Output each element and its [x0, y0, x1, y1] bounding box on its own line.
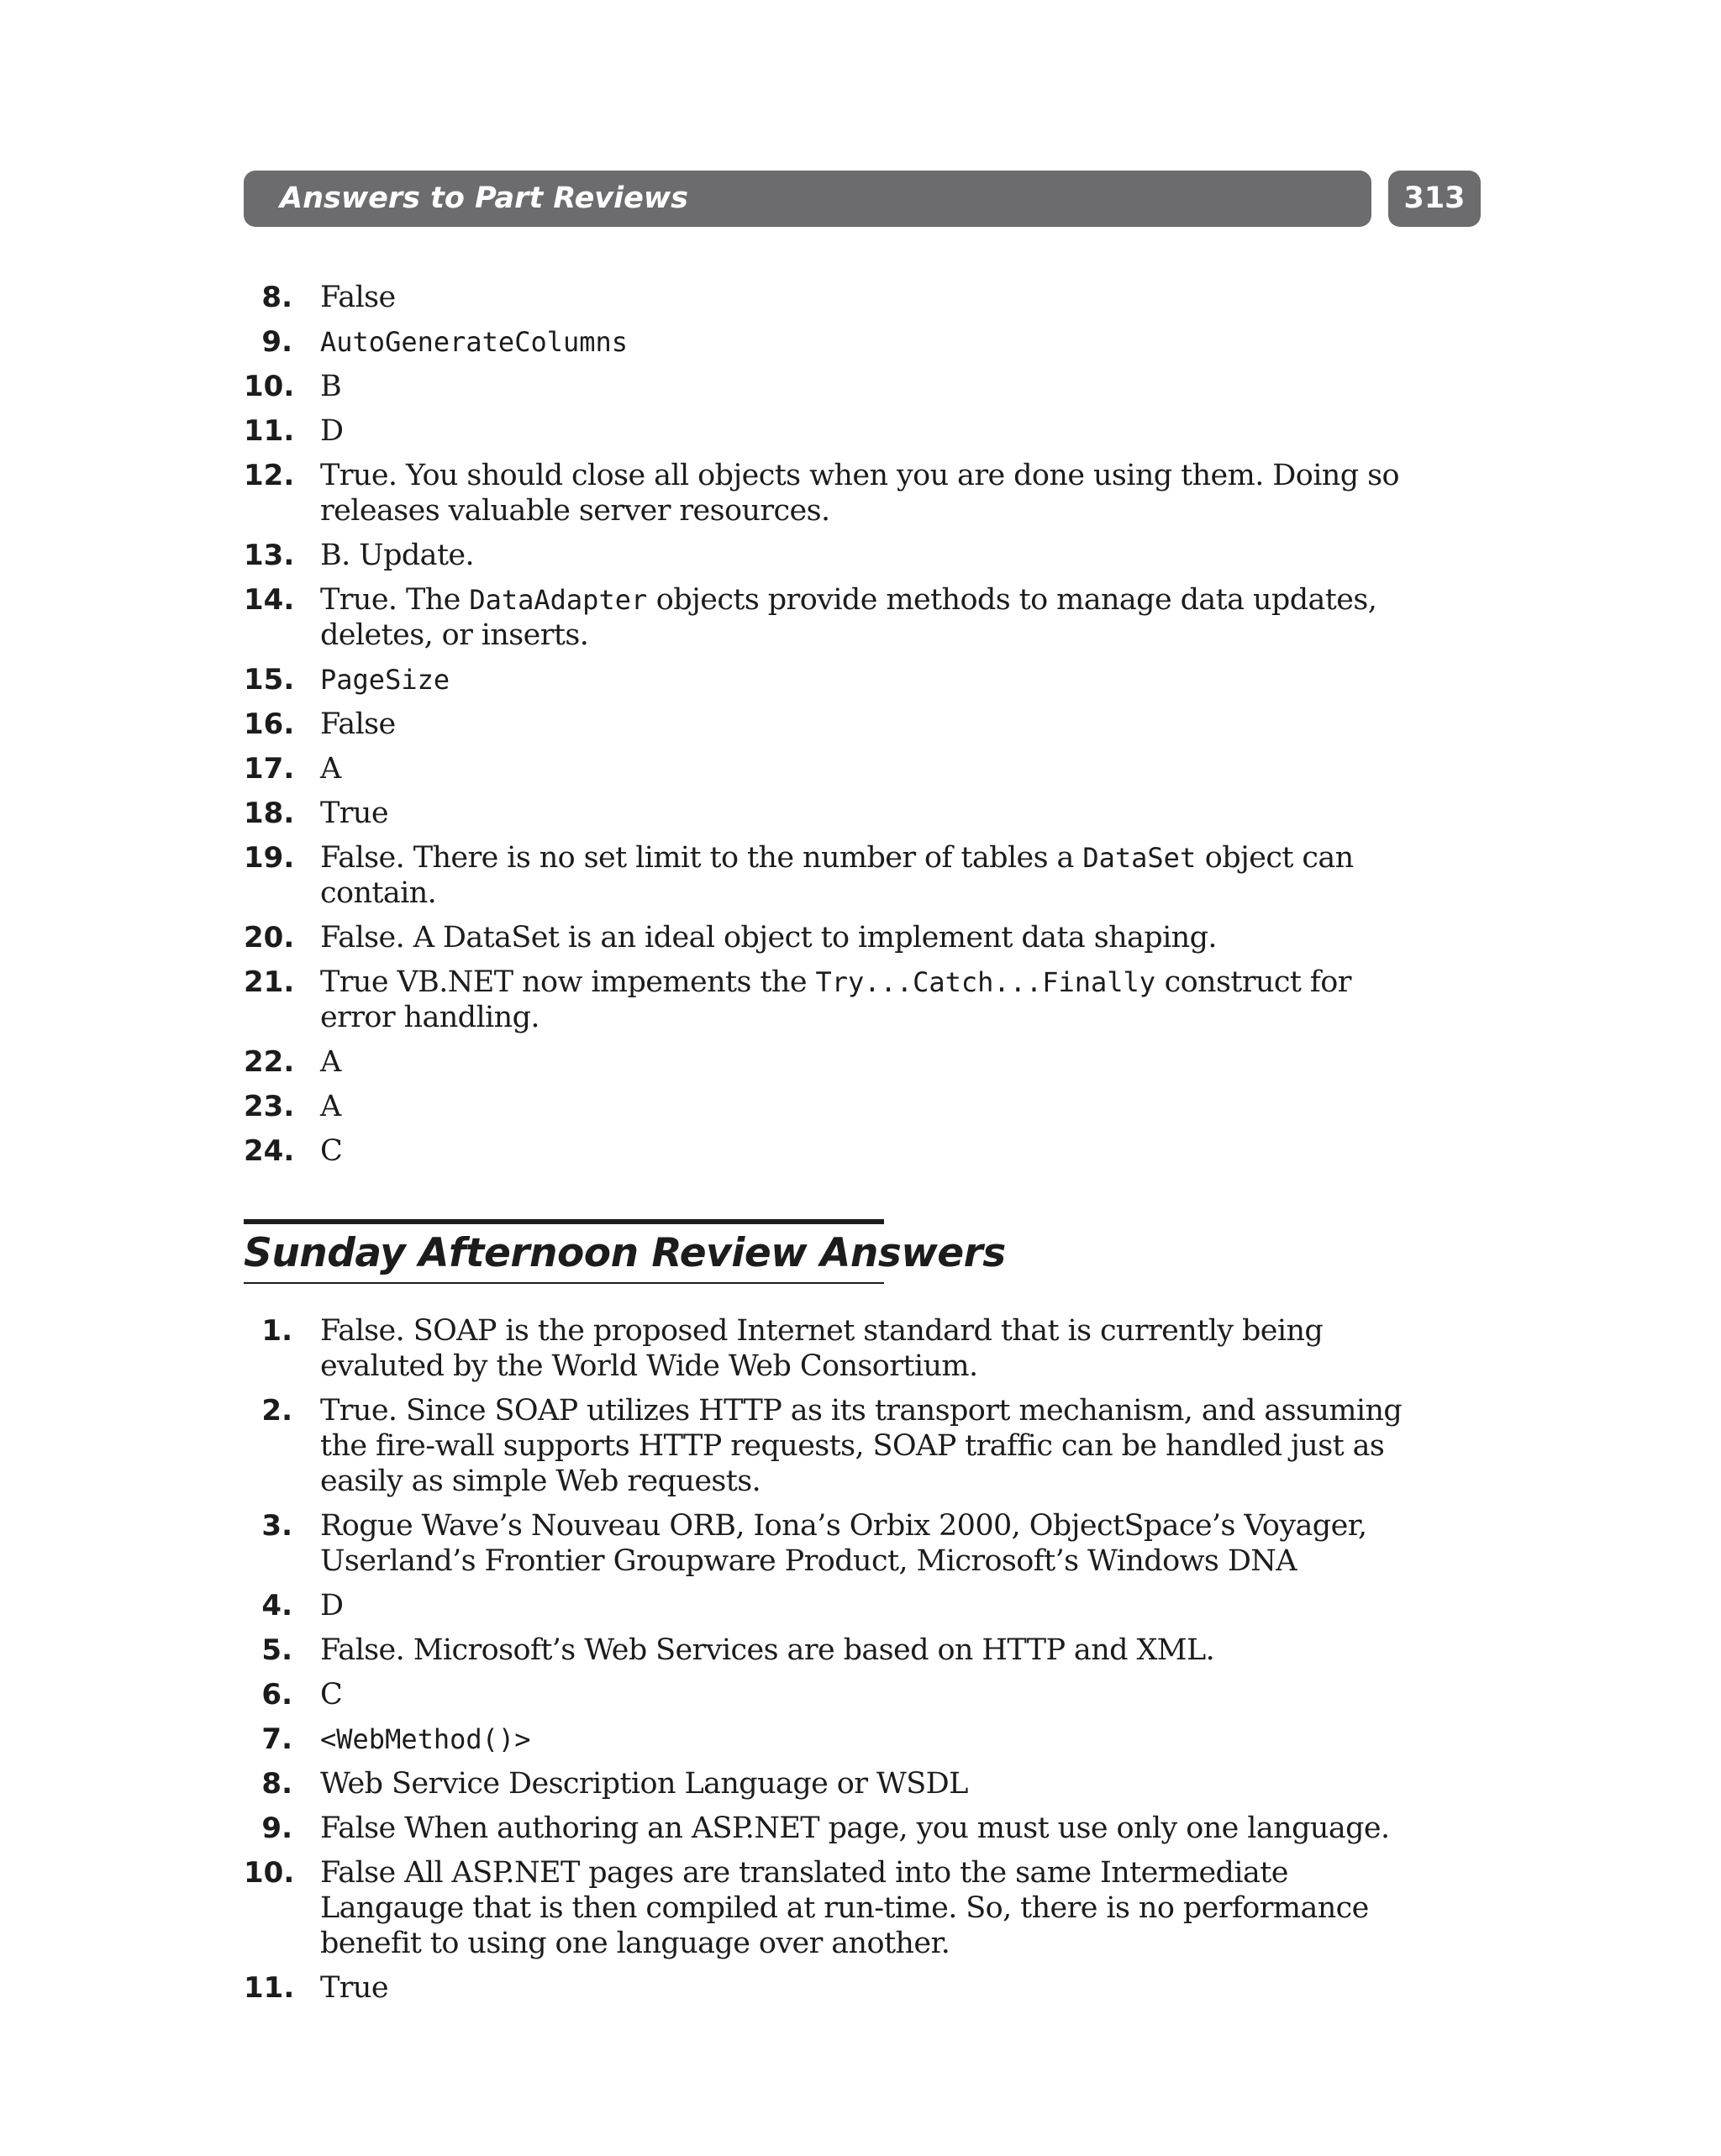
- answer-text-run: True: [320, 797, 388, 830]
- code-term: Try...Catch...Finally: [815, 966, 1156, 998]
- answer-text: [320, 1044, 1429, 1080]
- page-number-box: [1388, 171, 1481, 227]
- answer-text-run: A: [320, 752, 341, 786]
- answer-number: 7.: [261, 1722, 292, 1756]
- code-term: <WebMethod()>: [320, 1723, 531, 1755]
- answer-text-run: False: [320, 707, 396, 741]
- answer-item: [244, 707, 1437, 742]
- answer-number: 4.: [261, 1589, 292, 1622]
- answer-text-run: True: [320, 1971, 388, 2005]
- answer-text: [320, 965, 1429, 1035]
- answer-text-run: True. Since SOAP utilizes HTTP as its transport mechanism, and assuming the fire-wall supports HTTP requests, SOAP traffic can be handled just as easily as simple Web requests.: [320, 1394, 1403, 1498]
- answer-text-run: True. You should close all objects when you are done using them. Doing so releases valuable server resources.: [320, 459, 1399, 528]
- code-term: AutoGenerateColumns: [320, 326, 629, 358]
- answer-number: 20.: [244, 921, 295, 954]
- answer-item: [244, 965, 1437, 1035]
- answer-text: [320, 1722, 1429, 1757]
- answer-item: [244, 1970, 1437, 2006]
- answer-text-run: C: [320, 1678, 343, 1712]
- answer-item: [244, 796, 1437, 831]
- answer-item: [244, 1677, 1437, 1712]
- answer-text-run: False All ASP.NET pages are translated into the same Intermediate Langauge that is then compiled at run-time. So, there is no performance benefit to using one language over another.: [320, 1856, 1369, 1960]
- answer-text-run: False. There is no set limit to the number of tables a: [320, 841, 1083, 875]
- header-title: Answers to Part Reviews: [280, 181, 689, 215]
- section-rule-bottom: [244, 1282, 884, 1284]
- answer-text: [320, 1677, 1429, 1712]
- answer-number: 6.: [261, 1678, 292, 1712]
- answer-text: [320, 1588, 1429, 1623]
- answer-text-run: False. Microsoft’s Web Services are based on HTTP and XML.: [320, 1633, 1215, 1667]
- answer-number: 11.: [244, 414, 295, 448]
- answer-number: 14.: [244, 583, 295, 617]
- answer-text-run: B. Update.: [320, 539, 475, 572]
- answer-text-run: False When authoring an ASP.NET page, you must use only one language.: [320, 1812, 1390, 1845]
- answer-text: [320, 582, 1429, 653]
- answer-text-run: False. SOAP is the proposed Internet standard that is currently being evaluted by the World Wide Web Consortium.: [320, 1314, 1324, 1383]
- answer-item: [244, 280, 1437, 315]
- answer-number: 9.: [261, 1812, 292, 1845]
- answer-text: [320, 1313, 1429, 1384]
- answer-number: 22.: [244, 1045, 295, 1079]
- answer-text: [320, 1970, 1429, 2006]
- answer-list-sunday-afternoon: [244, 1313, 1437, 2015]
- answer-text: [320, 1811, 1429, 1846]
- answer-text-run: True. The: [320, 583, 470, 617]
- page-number: 313: [1403, 181, 1466, 215]
- answer-text: [320, 920, 1429, 955]
- answer-text: [320, 1133, 1429, 1169]
- answer-text: [320, 538, 1429, 573]
- answer-item: [244, 751, 1437, 786]
- answer-text: [320, 840, 1429, 911]
- answer-text: [320, 662, 1429, 697]
- answer-text: [320, 1855, 1429, 1961]
- answer-text: [320, 1633, 1429, 1668]
- answer-text-run: D: [320, 414, 344, 448]
- answer-item: [244, 1133, 1437, 1169]
- answer-number: 8.: [261, 1767, 292, 1801]
- answer-number: 23.: [244, 1090, 295, 1123]
- section-heading: Sunday Afternoon Review Answers: [244, 1230, 1006, 1276]
- answer-item: [244, 1633, 1437, 1668]
- answer-number: 19.: [244, 841, 295, 875]
- answer-number: 2.: [261, 1394, 292, 1428]
- answer-number: 1.: [261, 1314, 292, 1348]
- answer-item: [244, 840, 1437, 911]
- answer-text: [320, 796, 1429, 831]
- code-term: DataSet: [1082, 842, 1197, 874]
- answer-item: [244, 920, 1437, 955]
- answer-text-run: Web Service Description Language or WSDL: [320, 1767, 968, 1801]
- answer-number: 10.: [244, 370, 295, 403]
- answer-item: [244, 582, 1437, 653]
- answer-item: [244, 1588, 1437, 1623]
- answer-number: 13.: [244, 539, 295, 572]
- answer-item: [244, 1855, 1437, 1961]
- answer-text-run: objects provide methods to manage data updates, deletes, or inserts.: [320, 583, 1377, 652]
- answer-number: 15.: [244, 663, 295, 697]
- answer-text-run: A: [320, 1090, 341, 1123]
- answer-item: [244, 413, 1437, 449]
- answer-item: [244, 1393, 1437, 1499]
- answer-text: [320, 1393, 1429, 1499]
- answer-item: [244, 1313, 1437, 1384]
- answer-number: 10.: [244, 1856, 295, 1890]
- answer-text-run: True VB.NET now impements the: [320, 965, 816, 999]
- answer-text-run: D: [320, 1589, 344, 1622]
- answer-item: [244, 458, 1437, 528]
- answer-text: [320, 1766, 1429, 1801]
- answer-number: 17.: [244, 752, 295, 786]
- answer-item: [244, 1811, 1437, 1846]
- answer-list-part-review: [244, 280, 1437, 1178]
- answer-text: [320, 751, 1429, 786]
- answer-item: [244, 1766, 1437, 1801]
- answer-number: 24.: [244, 1134, 295, 1168]
- answer-text-run: object can contain.: [320, 841, 1354, 910]
- answer-item: [244, 1089, 1437, 1124]
- answer-text-run: False. A DataSet is an ideal object to implement data shaping.: [320, 921, 1217, 954]
- answer-text: [320, 707, 1429, 742]
- answer-text: [320, 458, 1429, 528]
- section-rule-top: [244, 1219, 884, 1224]
- answer-item: [244, 538, 1437, 573]
- answer-text: [320, 413, 1429, 449]
- answer-number: 11.: [244, 1971, 295, 2005]
- answer-item: [244, 1722, 1437, 1757]
- answer-text-run: C: [320, 1134, 343, 1168]
- answer-number: 18.: [244, 797, 295, 830]
- answer-text-run: construct for error handling.: [320, 965, 1351, 1034]
- answer-text-run: Rogue Wave’s Nouveau ORB, Iona’s Orbix 2000, ObjectSpace’s Voyager, Userland’s Frontier Groupware Product, Microsoft’s Windows DNA: [320, 1509, 1367, 1578]
- answer-number: 3.: [261, 1509, 292, 1543]
- answer-number: 9.: [261, 325, 292, 359]
- answer-item: [244, 1044, 1437, 1080]
- answer-text-run: False: [320, 281, 396, 314]
- code-term: PageSize: [320, 664, 450, 696]
- answer-item: [244, 369, 1437, 404]
- answer-text: [320, 280, 1429, 315]
- answer-number: 8.: [261, 281, 292, 314]
- answer-item: [244, 324, 1437, 360]
- running-header: [244, 171, 1371, 227]
- code-term: DataAdapter: [469, 584, 648, 616]
- answer-number: 21.: [244, 965, 295, 999]
- answer-text-run: A: [320, 1045, 341, 1079]
- answer-number: 12.: [244, 459, 295, 492]
- answer-text: [320, 1508, 1429, 1579]
- answer-item: [244, 662, 1437, 697]
- answer-text: [320, 1089, 1429, 1124]
- answer-text: [320, 369, 1429, 404]
- answer-number: 5.: [261, 1633, 292, 1667]
- answer-text: [320, 324, 1429, 360]
- answer-item: [244, 1508, 1437, 1579]
- answer-text-run: B: [320, 370, 342, 403]
- answer-number: 16.: [244, 707, 295, 741]
